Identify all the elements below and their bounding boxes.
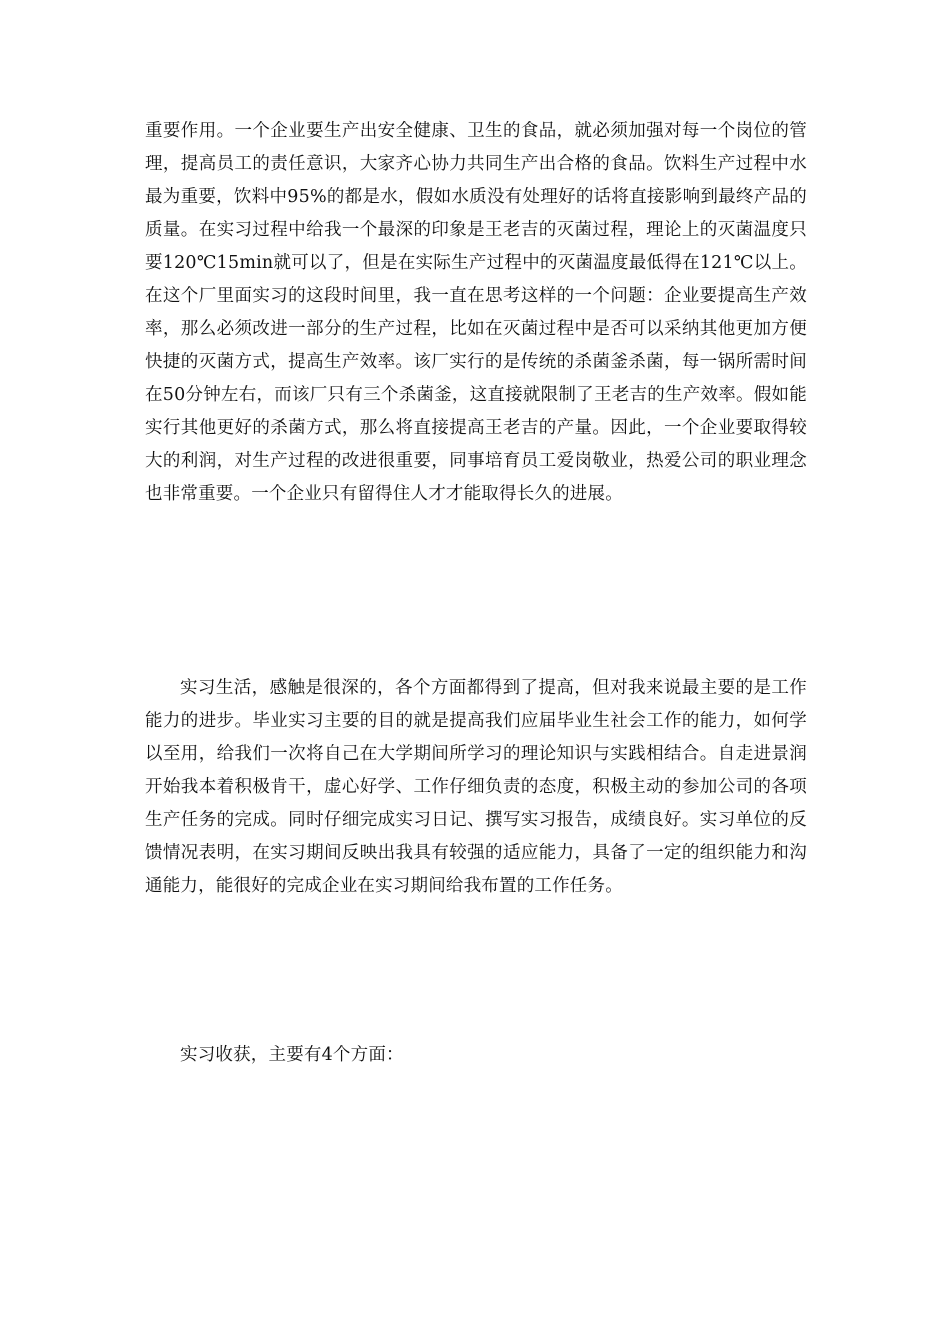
paragraph-internship-gains: 实习收获，主要有4个方面： xyxy=(180,1045,404,1065)
paragraph-internship-life: 实习生活，感触是很深的，各个方面都得到了提高，但对我来说最主要的是工作能力的进步。毕业实习主要的目的就是提高我们应届毕业生社会工作的能力，如何学以至用，给我们一次将自己在大学期间所学习的理论知识与实践相结合。自走进景润开始我本着积极肯干，虚心好学、工作仔细负责的态度，积极主动的参加公司的各项生产任务的完成。同时仔细完成实习日记、撰写实习报告，成绩良好。实习单位的反馈情况表明，在实习期间反映出我具有较强的适应能力，具备了一定的组织能力和沟通能力，能很好的完成企业在实习期间给我布置的工作任务。 xyxy=(145,678,807,896)
paragraph-continuation: 重要作用。一个企业要生产出安全健康、卫生的食品，就必须加强对每一个岗位的管理，提高员工的责任意识，大家齐心协力共同生产出合格的食品。饮料生产过程中水最为重要，饮料中95%的都是水，假如水质没有处理好的话将直接影响到最终产品的质量。在实习过程中给我一个最深的印象是王老吉的灭菌过程，理论上的灭菌温度只要120℃15min就可以了，但是在实际生产过程中的灭菌温度最低得在121℃以上。在这个厂里面实习的这段时间里，我一直在思考这样的一个问题：企业要提高生产效率，那么必须改进一部分的生产过程，比如在灭菌过程中是否可以采纳其他更加方便快捷的灭菌方式，提高生产效率。该厂实行的是传统的杀菌釜杀菌，每一锅所需时间在50分钟左右，而该厂只有三个杀菌釜，这直接就限制了王老吉的生产效率。假如能实行其他更好的杀菌方式，那么将直接提高王老吉的产量。因此，一个企业要取得较大的利润，对生产过程的改进很重要，同事培育员工爱岗敬业，热爱公司的职业理念也非常重要。一个企业只有留得住人才才能取得长久的进展。 xyxy=(145,121,807,504)
